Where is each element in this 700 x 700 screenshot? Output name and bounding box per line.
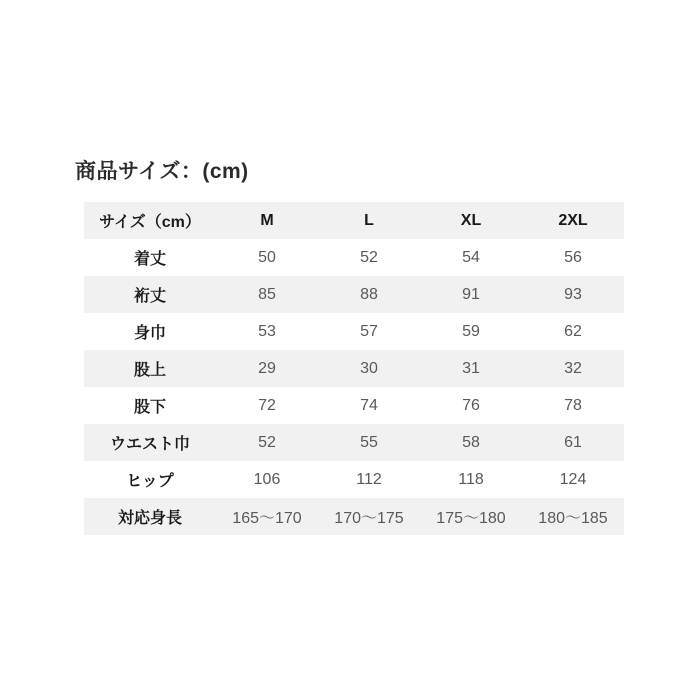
page-title: 商品サイズ：(cm) [75,160,249,183]
cell-value: 30 [360,359,378,377]
row-label: 裄丈 [133,288,166,305]
cell-value: 118 [458,470,484,488]
row-label: 股下 [133,399,166,416]
size-table [84,202,624,535]
cell-value: 88 [360,285,378,303]
table-row [84,424,624,461]
cell-value: 52 [258,433,276,451]
row-label: ヒップ [126,473,174,490]
header-size-2xl: 2XL [558,211,588,229]
cell-value: 165〜170 [232,510,302,527]
row-label: 対応身長 [117,510,182,527]
cell-value: 112 [356,470,382,488]
table-row [84,461,624,498]
cell-value: 53 [258,322,276,340]
cell-value: 29 [258,359,276,377]
header-size-unit: サイズ（cm） [99,214,201,231]
table-row [84,498,624,535]
table-row [84,276,624,313]
table-header-row [84,202,624,239]
table-row [84,387,624,424]
cell-value: 61 [564,433,582,451]
row-label: ウエスト巾 [109,436,190,453]
cell-value: 56 [564,248,582,266]
header-size-xl: XL [460,211,482,229]
cell-value: 31 [462,359,480,377]
cell-value: 58 [462,433,480,451]
cell-value: 175〜180 [436,510,506,527]
cell-value: 55 [360,433,378,451]
cell-value: 78 [564,396,582,414]
cell-value: 72 [258,396,276,414]
cell-value: 106 [253,470,281,488]
cell-value: 180〜185 [538,510,608,527]
cell-value: 52 [360,248,378,266]
cell-value: 93 [564,285,582,303]
row-label: 股上 [133,362,166,379]
cell-value: 59 [462,322,480,340]
cell-value: 74 [360,396,378,414]
cell-value: 32 [564,359,582,377]
header-size-l: L [364,211,374,229]
cell-value: 50 [258,248,276,266]
row-label: 着丈 [133,251,166,268]
cell-value: 62 [564,322,582,340]
row-label: 身巾 [133,325,166,342]
cell-value: 85 [258,285,276,303]
cell-value: 76 [462,396,480,414]
table-row [84,350,624,387]
table-row [84,239,624,276]
cell-value: 91 [462,285,480,303]
table-row [84,313,624,350]
header-size-m: M [260,211,274,229]
cell-value: 124 [559,470,587,488]
cell-value: 57 [360,322,378,340]
cell-value: 170〜175 [334,510,404,527]
cell-value: 54 [462,248,480,266]
